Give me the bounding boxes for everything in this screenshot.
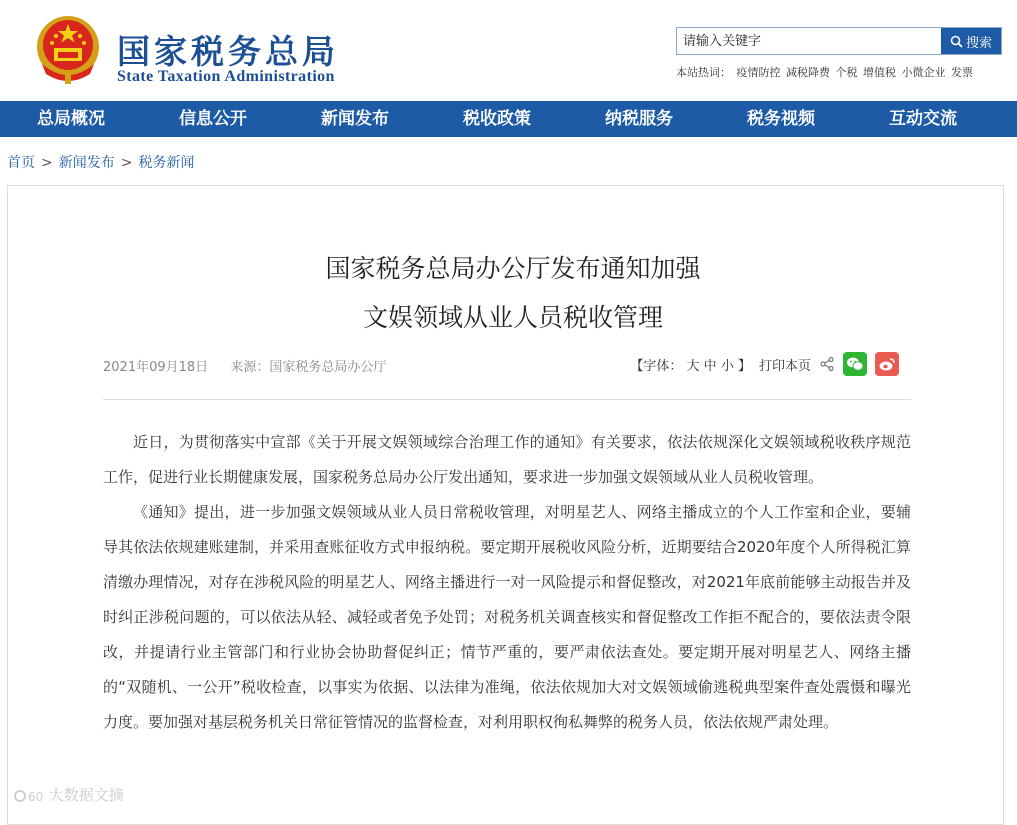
weibo-share-icon[interactable] [875,352,899,376]
hot-word[interactable]: 减税降费 [786,66,830,79]
font-size-medium[interactable]: 中 [703,358,717,374]
font-size-large[interactable]: 大 [686,358,700,374]
watermark-logo-icon [14,787,44,805]
article-paragraph: 《通知》提出，进一步加强文娱领域从业人员日常税收管理，对明星艺人、网络主播成立的个人工作室和企业，要辅导其依法依规建账建制，并采用查账征收方式申报纳税。要定期开展税收风险分析，近期要结合2020年度个人所得税汇算清缴办理情况，对存在涉税风险的明星艺人、网络主播进行一对一风险提示和督促整改，对2021年底前能够主动报告并及时纠正涉税问题的，可以依法从轻、减轻或者免予处罚；对税务机关调查核实和督促整改工作拒不配合的，要依法责令限改，并提请行业主管部门和行业协会协助督促纠正；情节严重的，要严肃依法查处。要定期开展对明星艺人、网络主播的“双随机、一公开”税收检查，以事实为依据、以法律为准绳，依法依规加大对文娱领域偷逃税典型案件查处震慑和曝光力度。要加强对基层税务机关日常征管情况的监督检查，对利用职权徇私舞弊的税务人员，依法依规严肃处理。 [103,503,911,731]
search-button[interactable] [941,28,1001,54]
national-emblem-icon [34,14,102,86]
search-icon [950,35,963,48]
hot-word[interactable]: 个税 [835,66,858,79]
wechat-icon [846,356,864,372]
title-divider [103,399,911,400]
breadcrumb-separator: > [120,155,133,171]
site-name-cn[interactable]: 国家税务总局 [117,32,339,71]
article-title-line2: 文娱领域从业人员税收管理 [362,303,663,332]
font-size-close: 】 [737,358,751,374]
breadcrumb-news[interactable]: 新闻发布 [58,155,115,171]
hot-words [676,64,975,80]
breadcrumb-home[interactable]: 首页 [7,155,35,171]
search-input[interactable] [677,28,939,54]
wechat-share-icon[interactable] [843,352,867,376]
breadcrumb-tax-news[interactable]: 税务新闻 [138,155,195,171]
hot-word[interactable]: 增值税 [863,66,896,79]
article-body [103,425,911,740]
hot-word[interactable]: 发票 [951,66,973,79]
watermark-text: 大数据文摘 [48,786,124,804]
main-nav [0,101,1017,137]
nav-item-interaction[interactable]: 互动交流 [889,109,957,129]
nav-item-news[interactable]: 新闻发布 [321,109,389,129]
article-container [7,185,1004,825]
hot-words-label: 本站热词： [676,66,731,79]
nav-item-videos[interactable]: 税务视频 [747,109,815,129]
search-button-label: 搜索 [965,35,992,51]
article-date: 2021年09月18日 [103,360,209,375]
nav-item-tax-policy[interactable]: 税收政策 [463,109,531,129]
font-size-label: 【字体： [630,358,683,374]
breadcrumb [7,152,194,172]
article-title-line1: 国家税务总局办公厅发布通知加强 [325,254,701,283]
weibo-icon [878,356,896,372]
share-icon[interactable] [819,356,835,372]
breadcrumb-separator: > [41,155,53,171]
site-name-en[interactable]: State Taxation Administration [117,68,335,85]
print-link[interactable]: 打印本页 [758,358,811,374]
hot-word[interactable]: 小微企业 [901,66,946,79]
svg-text:60: 60 [28,789,44,804]
font-size-control [630,355,751,374]
site-header [0,0,1017,101]
hot-word[interactable]: 疫情防控 [736,66,781,79]
article-meta [103,356,404,375]
nav-item-taxpayer-service[interactable]: 纳税服务 [605,109,673,129]
nav-item-info-disclosure[interactable]: 信息公开 [179,109,247,129]
article-title [8,244,1017,342]
article-source: 来源：国家税务总局办公厅 [230,360,387,375]
font-size-small[interactable]: 小 [720,358,734,374]
search-box [676,27,1002,55]
nav-item-overview[interactable]: 总局概况 [37,109,105,129]
watermark [14,784,124,805]
article-paragraph: 近日，为贯彻落实中宣部《关于开展文娱领域综合治理工作的通知》有关要求，依法依规深化文娱领域税收秩序规范工作，促进行业长期健康发展，国家税务总局办公厅发出通知，要求进一步加强文娱领域从业人员税收管理。 [103,433,911,486]
article-tools [630,352,899,376]
